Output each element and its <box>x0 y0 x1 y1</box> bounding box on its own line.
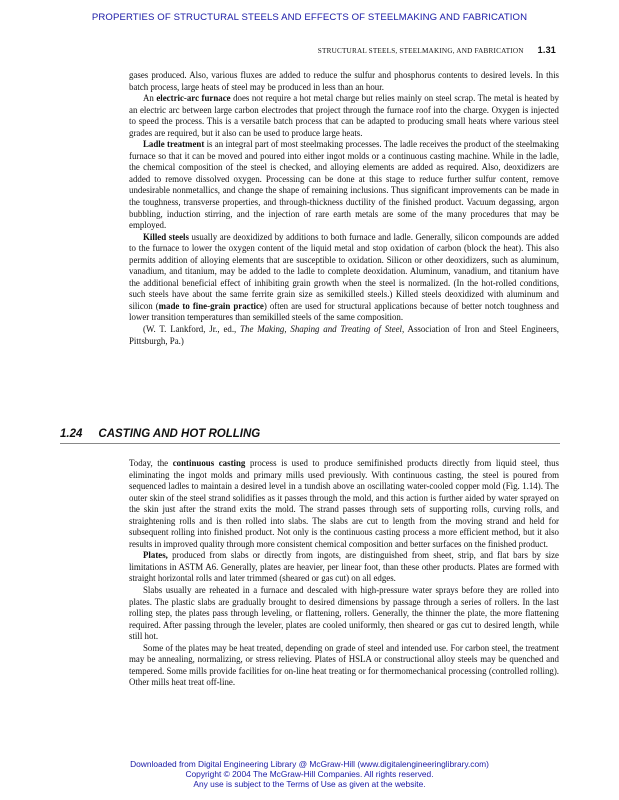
paragraph-text: ) often are used for structural applications because of better notch toughness and lower transition temperatures than semikilled steels of the same composition. <box>129 300 559 323</box>
citation-title: The Making, Shaping and Treating of Steel <box>240 324 402 335</box>
paragraph <box>129 70 559 93</box>
body-block-top <box>129 70 559 347</box>
paragraph-text: Slabs usually are reheated in a furnace and descaled with high-pressure water sprays before they are rolled into plates. The plastic slabs are gradually brought to desired dimensions by passage through a series of rollers. In the last rolling step, the plates pass through leveling, or flattening, rollers. Generally, the thinner the plate, the more flattening required. After passing through the leveler, plates are cooled uniformly, then sheared or gas cut to desired length, while still hot. <box>129 585 559 642</box>
section-number: 1.24 <box>60 428 83 440</box>
paragraph-text: Some of the plates may be heat treated, depending on grade of steel and intended use. For carbon steel, the treatment may be annealing, normalizing, or stress relieving. Plates of HSLA or constructional alloy steels may be quenched and tempered. Some mills provide facilities for on-line heat treating or for thermomechanical processing (controlled rolling). Other mills heat treat off-line. <box>129 642 559 688</box>
paragraph <box>129 139 559 231</box>
paragraph <box>129 232 559 324</box>
page-number: 1.31 <box>537 45 556 55</box>
paragraph <box>129 550 559 585</box>
paragraph-text: gases produced. Also, various fluxes are added to reduce the sulfur and phosphorus contents to desired levels. In this batch process, large heats of steel may be produced in less than an hour. <box>129 70 559 92</box>
citation-text: , Association of Iron and Steel Engineers, Pittsburgh, Pa.) <box>129 324 560 346</box>
bold-term: made to fine-grain practice <box>158 300 264 311</box>
running-head-title: STRUCTURAL STEELS, STEELMAKING, AND FABRICATION <box>317 47 524 55</box>
bold-term: Ladle treatment <box>143 139 205 150</box>
footer-copyright: Copyright © 2004 The McGraw-Hill Companies. All rights reserved. <box>185 769 434 779</box>
paragraph-text: produced from slabs or directly from ingots, are distinguished from sheet, strip, and flat bars by size limitations in ASTM A6. Generally, plates are heavier, per linear foot, than these other products. Plates are formed with straight horizontal rolls and later trimmed (sheared or gas cut) on all edges. <box>129 550 559 584</box>
top-banner: PROPERTIES OF STRUCTURAL STEELS AND EFFECTS OF STEELMAKING AND FABRICATION <box>91 12 528 23</box>
paragraph-text: does not require a hot metal charge but relies mainly on steel scrap. The metal is heated by an electric arc between large carbon electrodes that project through the furnace roof into the charge. Oxygen is injected to speed the process. This is a versatile batch process that can be adapted to producing small heats where various steel grades are required, but it also can be used to produce large heats. <box>129 93 559 138</box>
paragraph-text: usually are deoxidized by additions to both furnace and ladle. Generally, silicon compounds are added to the furnace to lower the oxygen content of the liquid metal and stop oxidation of carbon (block the heat). This also permits addition of alloying elements that are susceptible to oxidation. Silicon or other deoxidizers, such as aluminum, vanadium, and titanium, may be added to the ladle to complete deoxidation. Aluminum, vanadium, and titanium have the additional beneficial effect of inhibiting grain growth when the steel is normalized. (In the hot-rolled conditions, such steels have about the same ferrite grain size as semikilled steels.) Killed steels deoxidized with aluminum and silicon ( <box>129 231 559 311</box>
paragraph <box>129 643 559 689</box>
paragraph-text: process is used to produce semifinished products directly from liquid steel, thus eliminating the ingot molds and primary mills used previously. With continuous casting, the steel is poured from sequenced ladles to maintain a desired level in a tundish above an oscillating water-cooled copper mold (Fig. 1.14). The outer skin of the steel strand solidifies as it passes through the mold, and this action is further aided by water sprayed on the skin just after the strand exits the mold. The strand passes through sets of supporting rolls, curving rolls, and straightening rolls and is then rolled into slabs. The slabs are cut to length from the moving strand and held for subsequent rolling into finished product. Not only is the continuous casting process a more efficient method, but it also results in improved quality through more consistent chemical composition and better surfaces on the finished product. <box>129 458 559 549</box>
section-title: CASTING AND HOT ROLLING <box>98 428 261 440</box>
bold-term: Plates, <box>143 550 168 561</box>
section-divider <box>60 443 560 444</box>
paragraph <box>129 93 559 139</box>
paragraph-text: An <box>143 93 157 104</box>
section-heading <box>60 428 260 440</box>
bold-term: electric-arc furnace <box>156 93 231 104</box>
bold-term: continuous casting <box>172 458 246 468</box>
body-block-bottom <box>129 458 559 689</box>
paragraph-text: is an integral part of most steelmaking processes. The ladle receives the product of the steelmaking furnace so that it can be moved and poured into either ingot molds or a continuous casting machine. While in the ladle, the chemical composition of the steel is checked, and alloying elements are added as required. Also, deoxidizers are added to remove dissolved oxygen. Processing can be done at this stage to reduce further sulfur content, remove undesirable nonmetallics, and change the shape of remaining inclusions. Thus significant improvements can be made in the toughness, transverse properties, and through-thickness ductility of the finished product. Vacuum degassing, argon bubbling, induction stirring, and the injection of rare earth metals are some of the many procedures that may be employed. <box>129 139 559 231</box>
running-head <box>318 45 556 55</box>
footer-terms-link[interactable]: Any use is subject to the Terms of Use as given at the website. <box>193 779 426 789</box>
paragraph-text: Today, the <box>129 458 173 468</box>
footer-download-link[interactable]: Downloaded from Digital Engineering Library @ McGraw-Hill (www.digitalengineeringlibrary.com) <box>130 759 489 769</box>
paragraph <box>129 585 559 643</box>
citation-text: (W. T. Lankford, Jr., ed., <box>143 324 241 335</box>
footer <box>0 759 619 789</box>
citation <box>129 324 559 347</box>
bold-term: Killed steels <box>143 231 189 242</box>
paragraph <box>129 458 559 550</box>
